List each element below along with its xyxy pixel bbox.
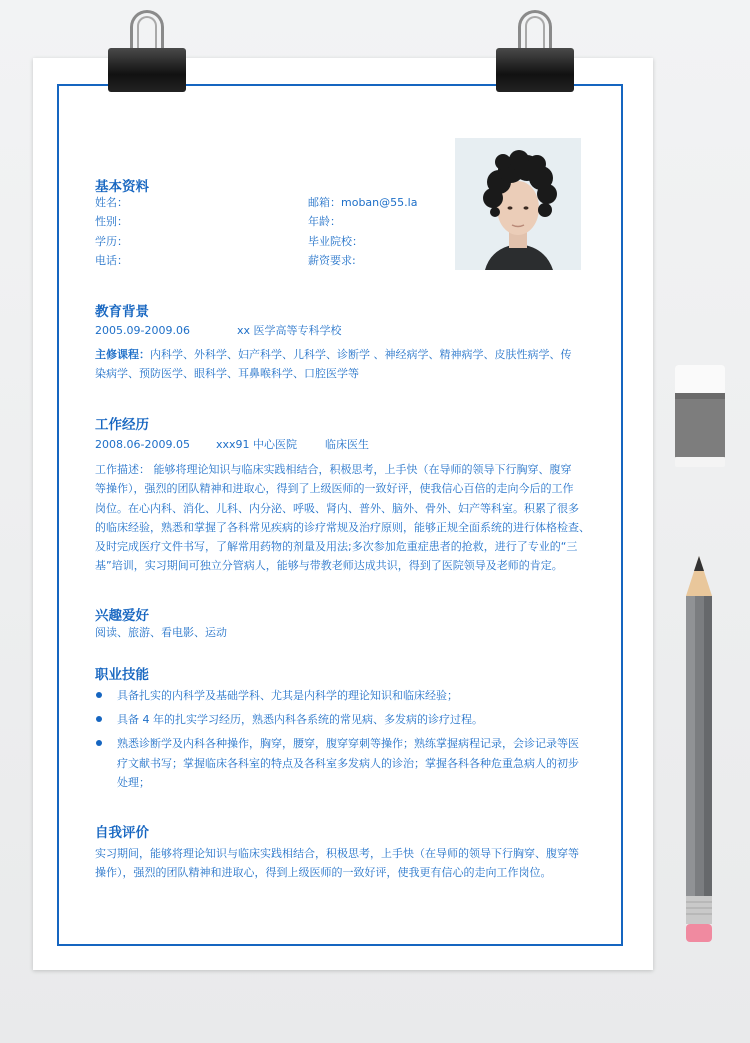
work-desc-line: 基”培训，实习期间可独立分管病人，能够与带教老师达成共识，得到了医院领导及老师的肯定。 bbox=[95, 559, 563, 573]
email-label: 邮箱： bbox=[308, 196, 341, 209]
bullet-icon bbox=[96, 692, 102, 698]
education-courses bbox=[95, 345, 600, 384]
profile-photo bbox=[455, 138, 581, 270]
courses-line-1: 内科学、外科学、妇产科学、儿科学、诊断学 、神经病学、精神病学、皮肤性病学、传 bbox=[150, 348, 572, 361]
skill-text-line: 熟悉诊断学及内科各种操作，胸穿，腰穿，腹穿穿刺等操作；熟练掌握病程记录，会诊记录等医 bbox=[117, 737, 579, 750]
education-period: 2005.09-2009.06 bbox=[95, 324, 190, 337]
work-period: 2008.06-2009.05 bbox=[95, 438, 190, 451]
work-description bbox=[95, 460, 600, 576]
bullet-icon bbox=[96, 716, 102, 722]
eraser-icon bbox=[674, 363, 726, 469]
work-title: 工作经历 bbox=[95, 417, 149, 433]
age-label: 年龄： bbox=[308, 215, 341, 228]
binder-clip-left-icon bbox=[108, 10, 186, 92]
skill-item bbox=[95, 710, 605, 730]
skill-item bbox=[95, 686, 605, 706]
self-eval-line: 实习期间，能够将理论知识与临床实践相结合，积极思考，上手快（在导师的领导下行胸穿、腹穿等 bbox=[95, 847, 579, 860]
work-desc-line: 岗位。在心内科、消化、儿科、内分泌、呼吸、肾内、普外、脑外、骨外、妇产等科室。积累了很多 bbox=[95, 501, 579, 515]
email-value: moban@55.la bbox=[341, 196, 418, 209]
name-label: 姓名： bbox=[95, 196, 128, 209]
work-hospital: xxx91 中心医院 bbox=[216, 438, 298, 451]
skill-item bbox=[95, 734, 605, 793]
binder-clip-right-icon bbox=[496, 10, 574, 92]
skill-text: 具备扎实的内科学及基础学科、尤其是内科学的理论知识和临床经验； bbox=[117, 689, 458, 702]
skill-text: 具备 4 年的扎实学习经历，熟悉内科各系统的常见病、多发病的诊疗过程。 bbox=[117, 713, 483, 726]
profile-photo-icon bbox=[455, 138, 581, 270]
education-school: xx 医学高等专科学校 bbox=[237, 324, 342, 337]
courses-label: 主修课程： bbox=[95, 348, 150, 361]
school-label: 毕业院校： bbox=[308, 235, 363, 248]
work-position: 临床医生 bbox=[325, 438, 369, 451]
bullet-icon bbox=[96, 740, 102, 746]
skill-text-line: 处理； bbox=[117, 776, 150, 789]
hobby-title: 兴趣爱好 bbox=[95, 608, 149, 624]
work-desc-line: 工作描述： 能够将理论知识与临床实践相结合，积极思考，上手快（在导师的领导下行胸穿、腹穿 bbox=[95, 463, 572, 476]
self-eval-text bbox=[95, 844, 600, 883]
education-title: 教育背景 bbox=[95, 304, 149, 320]
email-field bbox=[308, 195, 417, 211]
pencil-icon bbox=[684, 556, 714, 944]
gender-label: 性别： bbox=[95, 215, 128, 228]
work-desc-line: 及时完成医疗文件书写，了解常用药物的剂量及用法;多次参加危重症患者的抢救，进行了专业的“三 bbox=[95, 540, 578, 554]
salary-label: 薪资要求: bbox=[308, 254, 356, 267]
work-desc-line: 等操作），强烈的团队精神和进取心，得到了上级医师的一致好评，使我信心百倍的走向今后的工作 bbox=[95, 482, 574, 496]
hobby-text: 阅读、旅游、看电影、运动 bbox=[95, 626, 227, 639]
work-desc-line: 的临床经验，熟悉和掌握了各科常见疾病的诊疗常规及治疗原则，能够正规全面系统的进行体格检查、 bbox=[95, 520, 590, 534]
skills-title: 职业技能 bbox=[95, 667, 149, 683]
phone-label: 电话： bbox=[95, 254, 128, 267]
education-level-label: 学历： bbox=[95, 235, 128, 248]
self-eval-title: 自我评价 bbox=[95, 825, 149, 841]
courses-line-2: 染病学、预防医学、眼科学、耳鼻喉科学、口腔医学等 bbox=[95, 367, 359, 381]
skill-text-line: 疗文献书写；掌握临床各科室的特点及各科室多发病人的诊治；掌握各科各种危重急病人的初步 bbox=[117, 756, 579, 770]
basic-info-title: 基本资料 bbox=[95, 179, 149, 195]
self-eval-line: 操作），强烈的团队精神和进取心，得到上级医师的一致好评，使我更有信心的走向工作岗位。 bbox=[95, 866, 552, 880]
